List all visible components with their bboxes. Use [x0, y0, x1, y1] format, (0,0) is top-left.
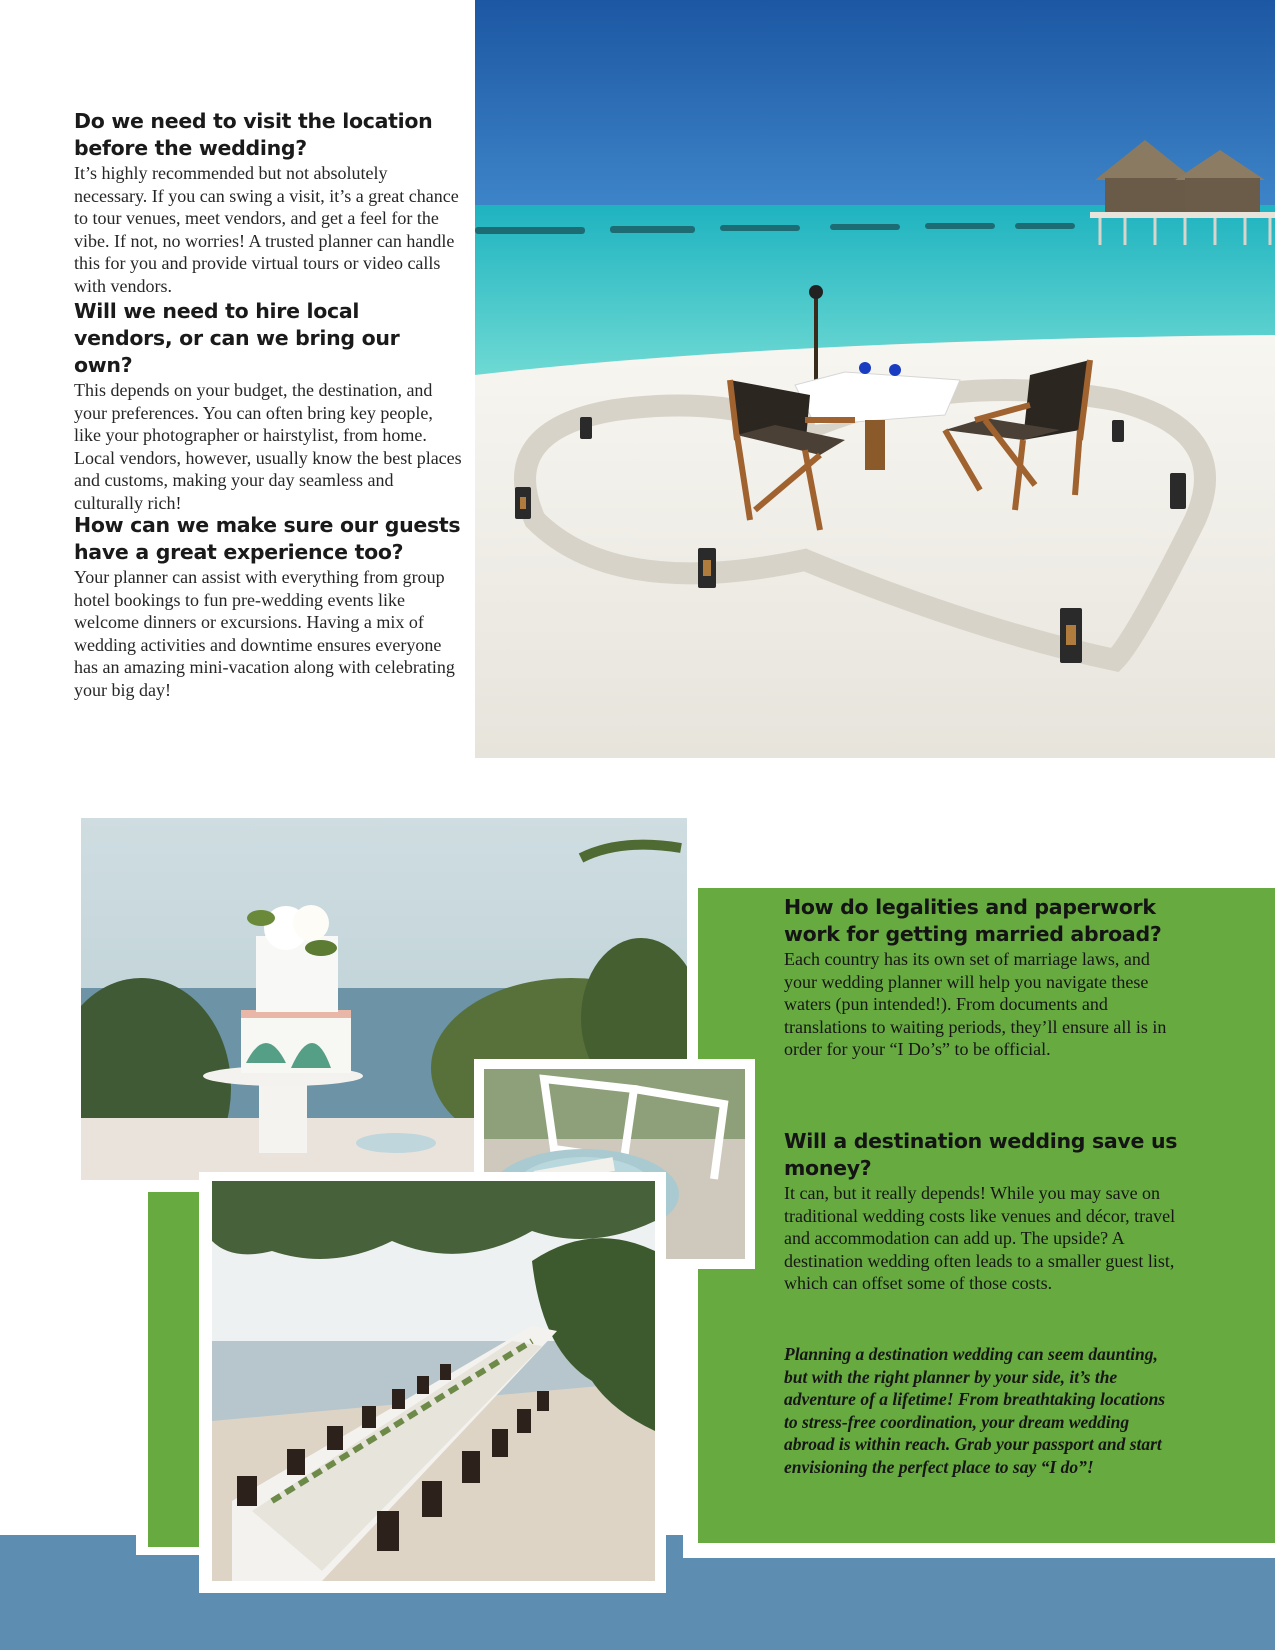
faq-item-legalities [784, 894, 1184, 1061]
faq-answer: This depends on your budget, the destination, and your preferences. You can often bring key people, like your photographer or hairstylist, from home. Local vendors, however, usually know the best places and customs, making your day seamless and culturally rich! [74, 380, 462, 513]
long-table-beach-photo [212, 1181, 655, 1581]
faq-answer: It’s highly recommended but not absolutely necessary. If you can swing a visit, it’s a great chance to tour venues, meet vendors, and get a feel for the vibe. If not, no worries! A trusted planner can handle this for you and provide virtual tours or video calls with vendors. [74, 163, 459, 296]
faq-answer: It can, but it really depends! While you may save on traditional wedding costs like venues and décor, travel and accommodation can add up. The upside? A destination wedding often leads to a smaller guest list, which can offset some of those costs. [784, 1183, 1176, 1293]
closing-paragraph: Planning a destination wedding can seem daunting, but with the right planner by your side, it’s the adventure of a lifetime! From breathtaking locations to stress-free coordination, your dream wedding abroad is within reach. Grab your passport and start envisioning the perfect place to say “I do”! [784, 1344, 1166, 1477]
faq-question: How do legalities and paperwork work for getting married abroad? [784, 895, 1162, 946]
faq-question: Do we need to visit the location before the wedding? [74, 109, 433, 160]
faq-question: How can we make sure our guests have a great experience too? [74, 513, 461, 564]
faq-answer: Your planner can assist with everything from group hotel bookings to fun pre-wedding events like welcome dinners or excursions. Having a mix of wedding activities and downtime ensures everyone has an amazing mini-vacation along with celebrating your big day! [74, 567, 455, 700]
faq-answer: Each country has its own set of marriage laws, and your wedding planner will help you navigate these waters (pun intended!). From documents and translations to waiting periods, they’ll ensure all is in order for your “I Do’s” to be official. [784, 949, 1167, 1059]
faq-question: Will a destination wedding save us money? [784, 1129, 1178, 1180]
faq-item-visit [74, 108, 464, 297]
faq-item-vendors [74, 298, 464, 514]
faq-question: Will we need to hire local vendors, or can we bring our own? [74, 299, 400, 377]
beach-dinner-photo [475, 0, 1275, 758]
faq-item-guests [74, 512, 464, 701]
faq-item-save-money [784, 1128, 1184, 1295]
